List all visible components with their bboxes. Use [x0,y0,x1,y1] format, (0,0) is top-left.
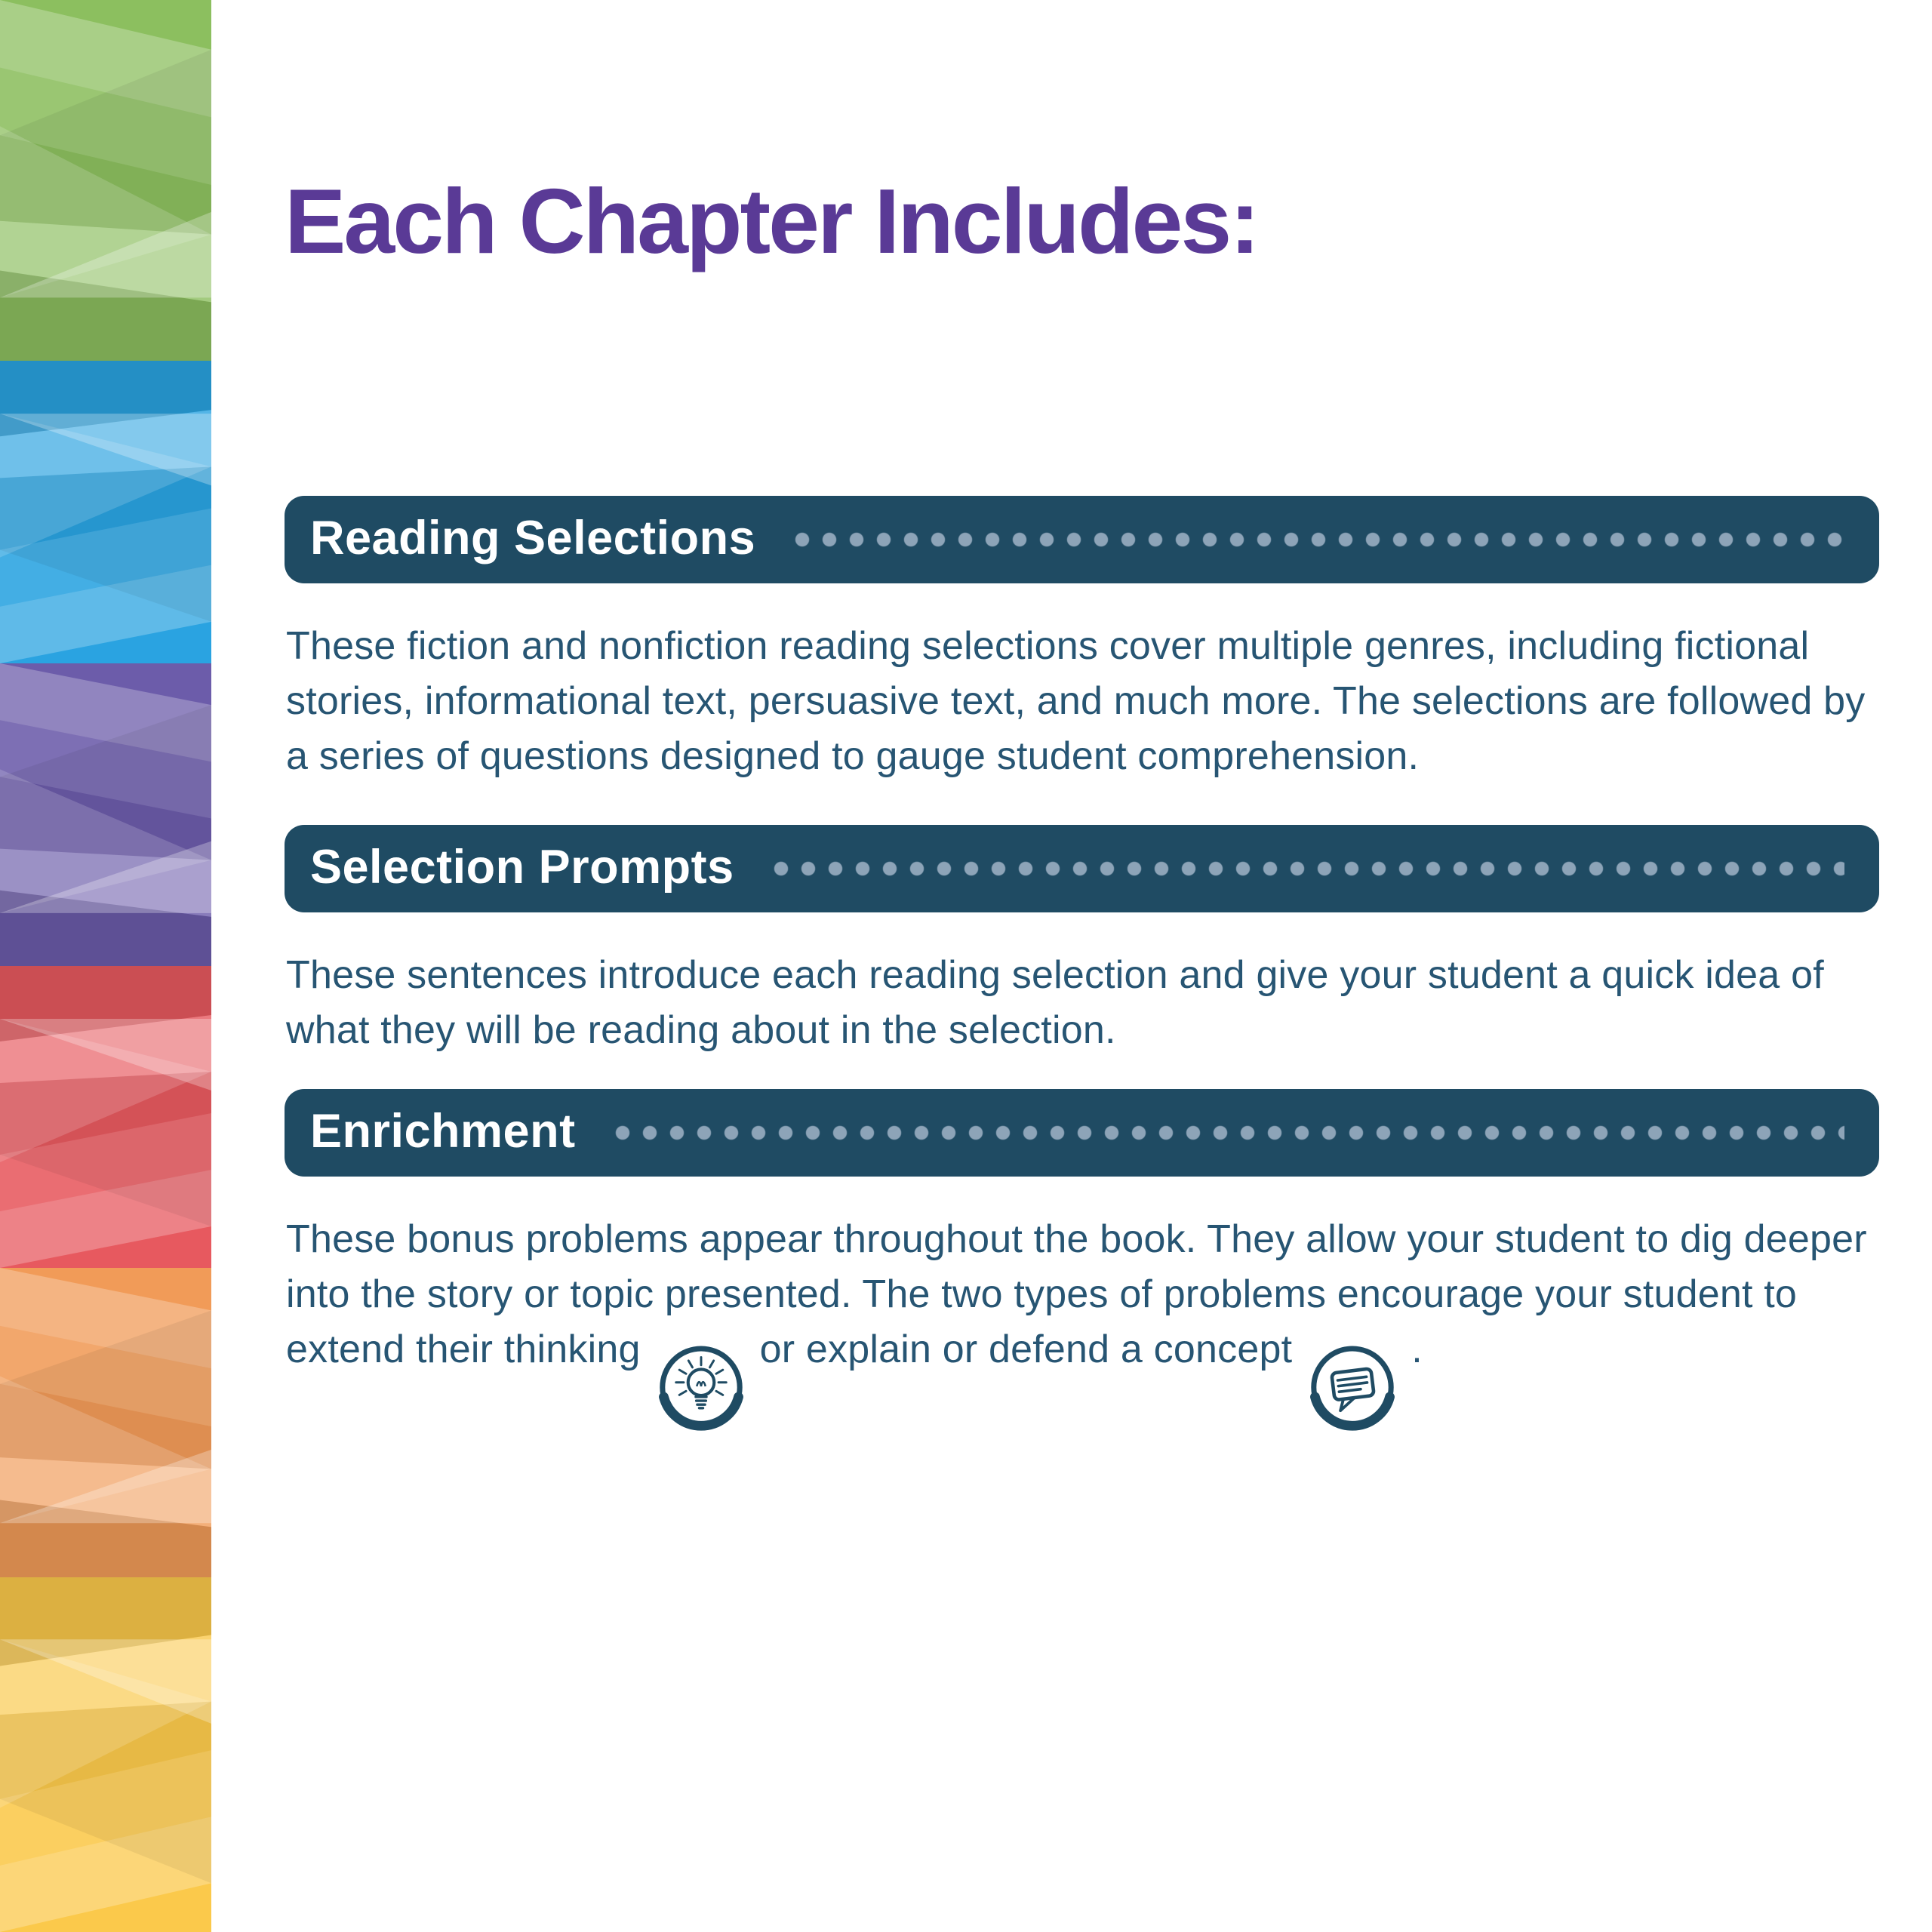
sidebar-band-red [0,966,211,1268]
section-body-enrichment [286,1212,1881,1397]
page-title: Each Chapter Includes: [285,170,1258,272]
content-area [285,0,1879,1932]
body-segment: These bonus problems appear throughout the book. They allow your student to dig deeper into the story or topic presented. The two types of problems encourage your student to [286,1217,1867,1316]
band-facets [0,1577,211,1932]
sidebar-band-green [0,0,211,361]
section-body-reading-selections: These fiction and nonfiction reading selections cover multiple genres, including fictional stories, informational text, persuasive text, and much more. The selections are followed by a series of questions designed to gauge student comprehension. [286,624,1866,778]
sidebar-band-blue [0,361,211,663]
dot-leader [768,825,1844,912]
band-facets [0,0,211,361]
section-header-reading-selections [285,496,1879,583]
section-heading: Selection Prompts [310,841,734,894]
sidebar-band-purple [0,663,211,966]
band-facets [0,663,211,966]
dot-leader [609,1089,1844,1177]
bulb-rays [675,1357,726,1395]
speech-bubble [1331,1368,1375,1411]
section-heading: Reading Selections [310,512,756,565]
sidebar-band-orange [0,1268,211,1577]
section-header-enrichment [285,1089,1879,1177]
section-heading: Enrichment [310,1105,576,1158]
sidebar-band-yellow [0,1577,211,1932]
band-facets [0,966,211,1268]
speech-bubble-icon-svg [1304,1342,1401,1438]
lightbulb-icon [653,1342,749,1438]
speech-bubble-icon [1304,1342,1401,1438]
section-body-selection-prompts: These sentences introduce each reading selection and give your student a quick idea of what they will be reading about in the selection. [286,953,1824,1052]
lightbulb-icon-svg [653,1342,749,1438]
dot-leader [789,496,1844,583]
decorative-color-sidebar [0,0,211,1932]
body-segment: or explain or defend a concept [759,1327,1293,1371]
band-facets [0,1268,211,1577]
body-segment: extend their thinking [286,1327,641,1371]
bulb-base [696,1397,706,1408]
band-facets [0,361,211,663]
section-header-selection-prompts [285,825,1879,912]
body-segment: . [1411,1327,1423,1371]
